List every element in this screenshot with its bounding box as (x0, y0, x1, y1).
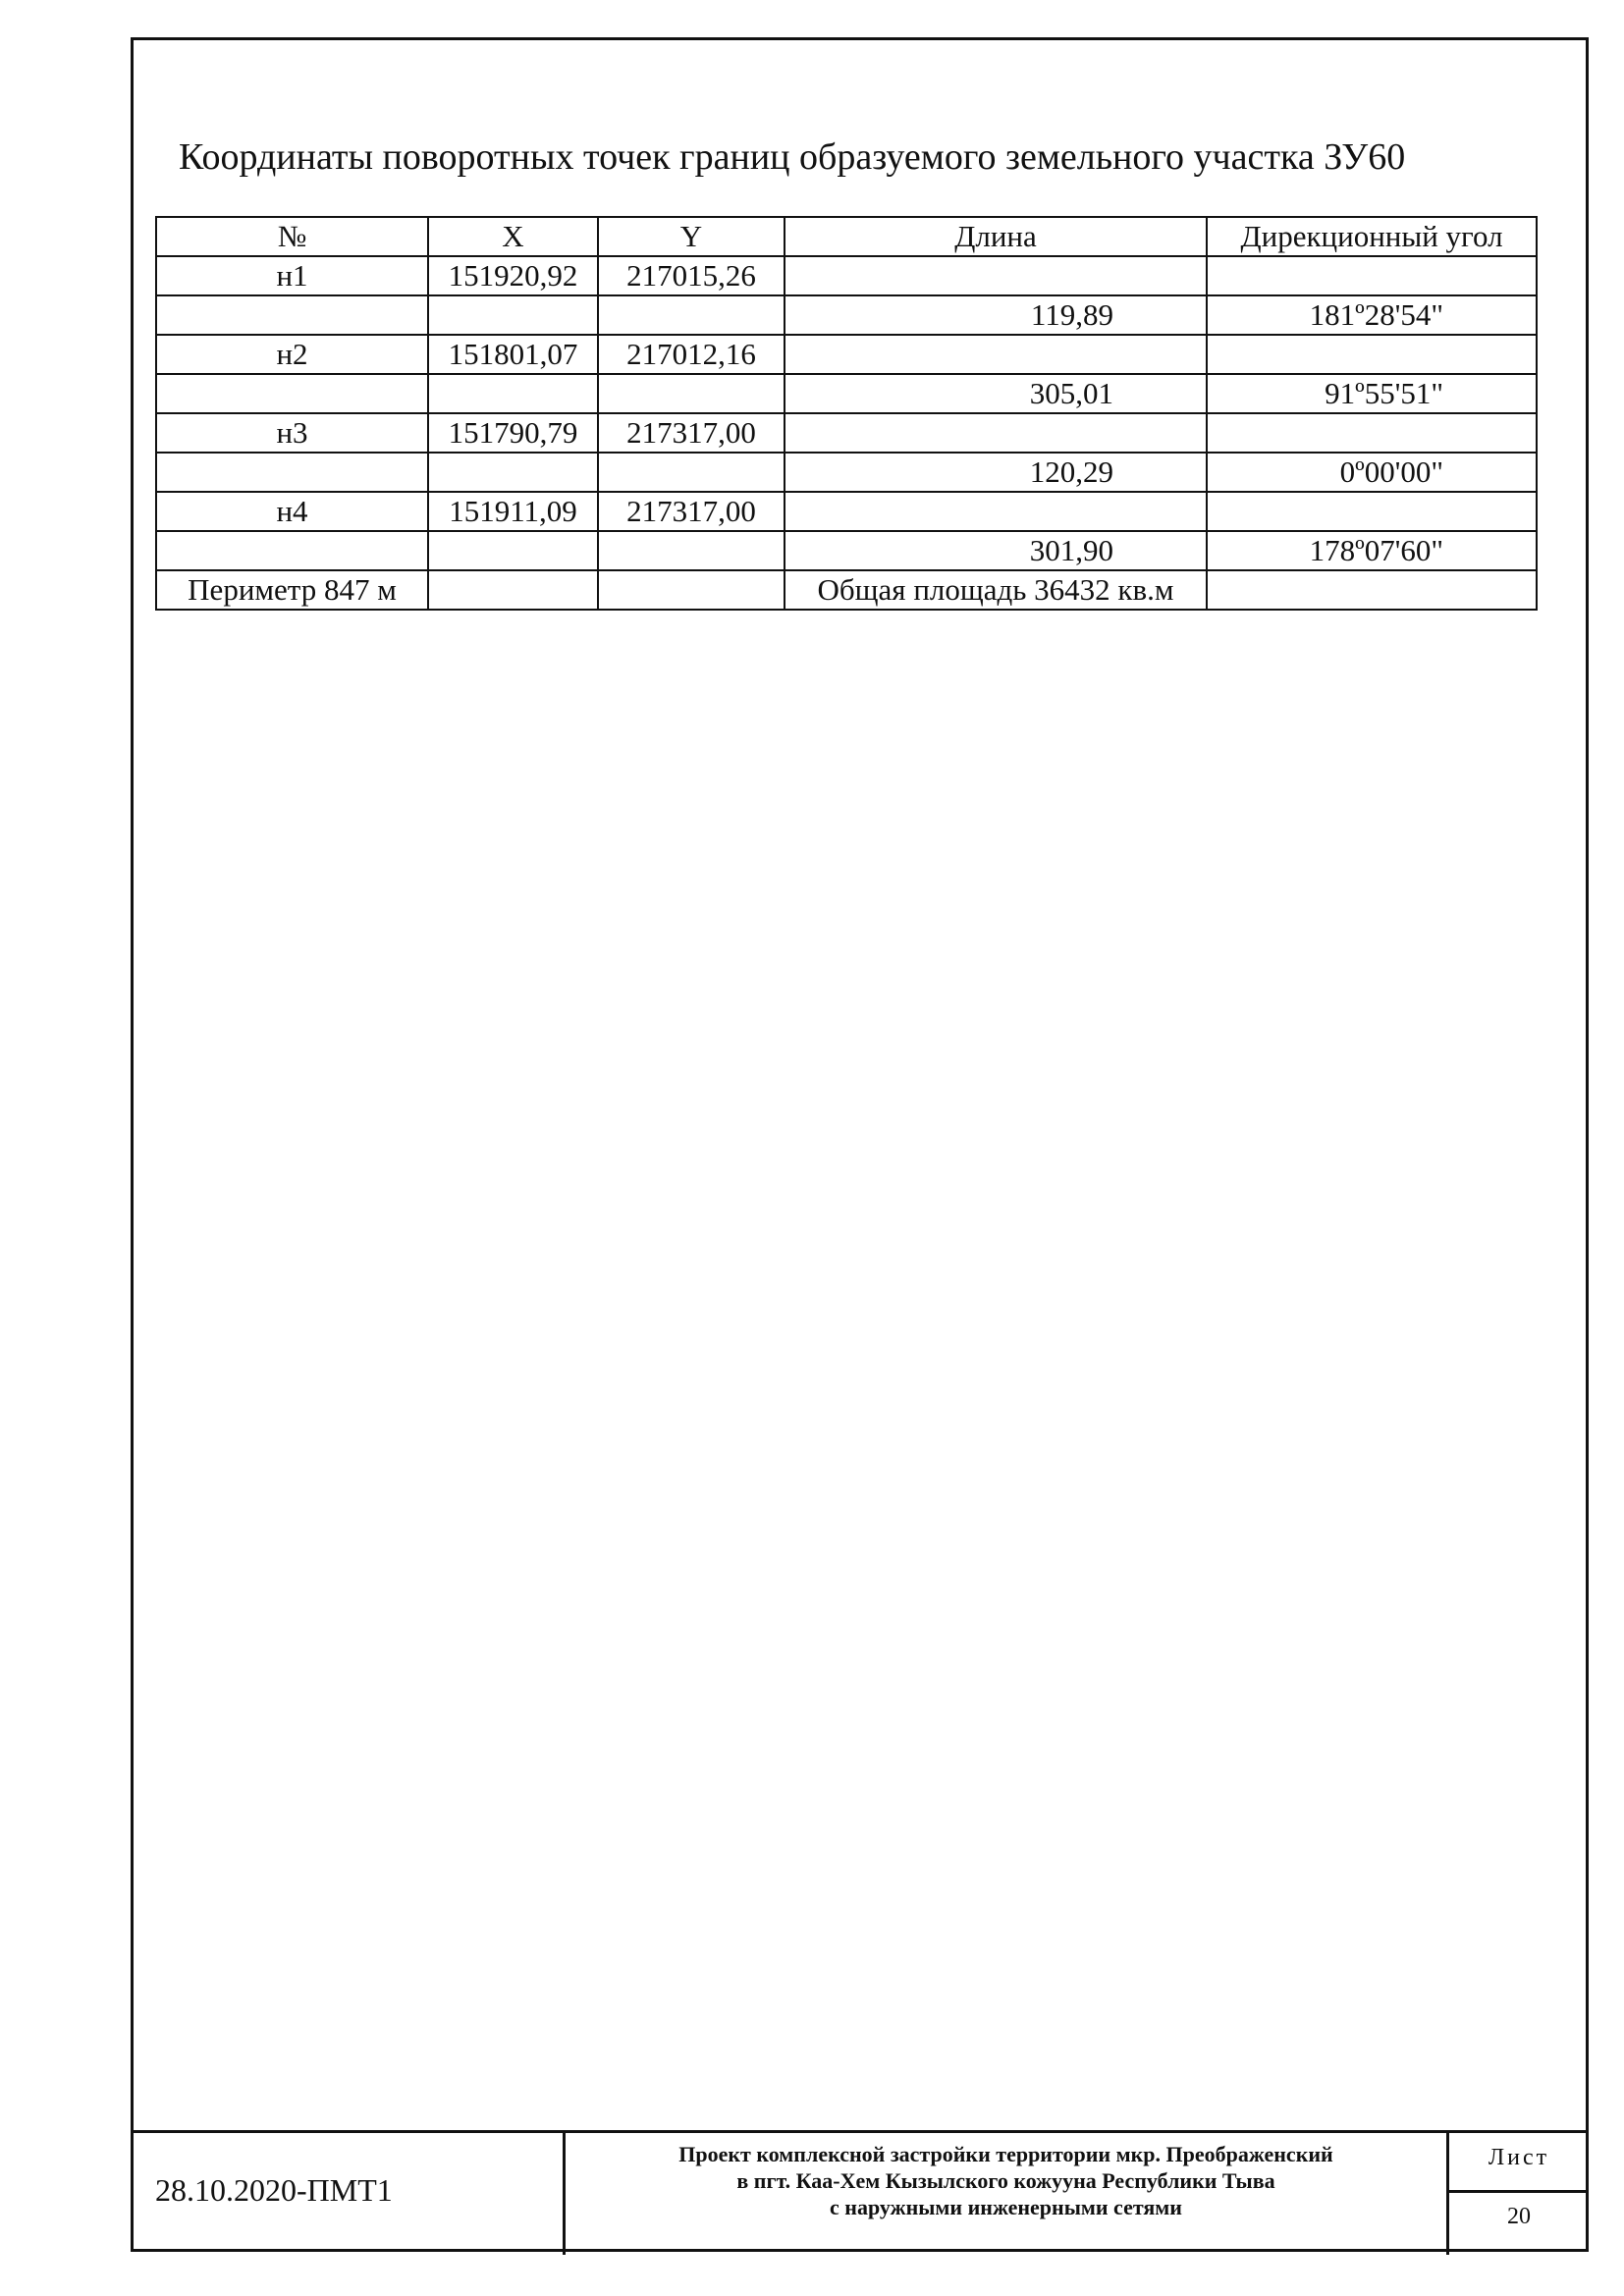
cell-angle: 0º00'00" (1207, 453, 1537, 492)
cell-y: 217012,16 (598, 335, 785, 374)
table-row (156, 531, 1537, 570)
header-number: № (156, 217, 428, 256)
project-name (566, 2141, 1446, 2220)
cell-length: 305,01 (785, 374, 1207, 413)
cell-length (785, 256, 1207, 295)
header-angle: Дирекционный угол (1207, 217, 1537, 256)
perimeter-cell: Периметр 847 м (156, 570, 428, 610)
cell-point (156, 295, 428, 335)
total-area-cell: Общая площадь 36432 кв.м (785, 570, 1207, 610)
cell-point: н1 (156, 256, 428, 295)
cell-y: 217317,00 (598, 413, 785, 453)
cell-x (428, 531, 598, 570)
cell-length (785, 492, 1207, 531)
cell-length (785, 335, 1207, 374)
cell-x (428, 295, 598, 335)
header-y: Y (598, 217, 785, 256)
header-length: Длина (785, 217, 1207, 256)
empty-cell (1207, 570, 1537, 610)
table-row (156, 413, 1537, 453)
cell-angle (1207, 492, 1537, 531)
table-row (156, 256, 1537, 295)
cell-angle (1207, 335, 1537, 374)
cell-angle: 91º55'51" (1207, 374, 1537, 413)
cell-y: 217015,26 (598, 256, 785, 295)
cell-x: 151790,79 (428, 413, 598, 453)
table-row (156, 492, 1537, 531)
cell-angle: 178º07'60" (1207, 531, 1537, 570)
cell-point: н4 (156, 492, 428, 531)
cell-length: 120,29 (785, 453, 1207, 492)
cell-point: н3 (156, 413, 428, 453)
cell-point (156, 453, 428, 492)
cell-angle (1207, 256, 1537, 295)
cell-point (156, 531, 428, 570)
cell-x (428, 453, 598, 492)
cell-y (598, 374, 785, 413)
table-row (156, 374, 1537, 413)
cell-y (598, 531, 785, 570)
cell-length: 119,89 (785, 295, 1207, 335)
empty-cell (428, 570, 598, 610)
document-title: Координаты поворотных точек границ образуемого земельного участка ЗУ60 (179, 136, 1406, 178)
document-code: 28.10.2020-ПМТ1 (155, 2172, 393, 2208)
divider (1446, 2190, 1589, 2193)
cell-x: 151911,09 (428, 492, 598, 531)
project-line: Проект комплексной застройки территории мкр. Преображенский (678, 2142, 1333, 2166)
sheet-label: Лист (1488, 2145, 1550, 2170)
cell-angle (1207, 413, 1537, 453)
sheet-number: 20 (1507, 2204, 1531, 2229)
table-footer-row (156, 570, 1537, 610)
cell-x: 151801,07 (428, 335, 598, 374)
cell-point (156, 374, 428, 413)
cell-x: 151920,92 (428, 256, 598, 295)
table-row (156, 295, 1537, 335)
cell-angle: 181º28'54" (1207, 295, 1537, 335)
cell-point: н2 (156, 335, 428, 374)
cell-length: 301,90 (785, 531, 1207, 570)
project-line: с наружными инженерными сетями (830, 2195, 1182, 2219)
cell-y (598, 453, 785, 492)
title-block (131, 2130, 1589, 2252)
coordinates-table (155, 216, 1538, 611)
project-line: в пгт. Каа-Хем Кызылского кожууна Республики Тыва (736, 2168, 1275, 2193)
cell-x (428, 374, 598, 413)
header-x: X (428, 217, 598, 256)
cell-y: 217317,00 (598, 492, 785, 531)
cell-length (785, 413, 1207, 453)
cell-y (598, 295, 785, 335)
table-row (156, 335, 1537, 374)
table-row (156, 453, 1537, 492)
table-header-row (156, 217, 1537, 256)
empty-cell (598, 570, 785, 610)
